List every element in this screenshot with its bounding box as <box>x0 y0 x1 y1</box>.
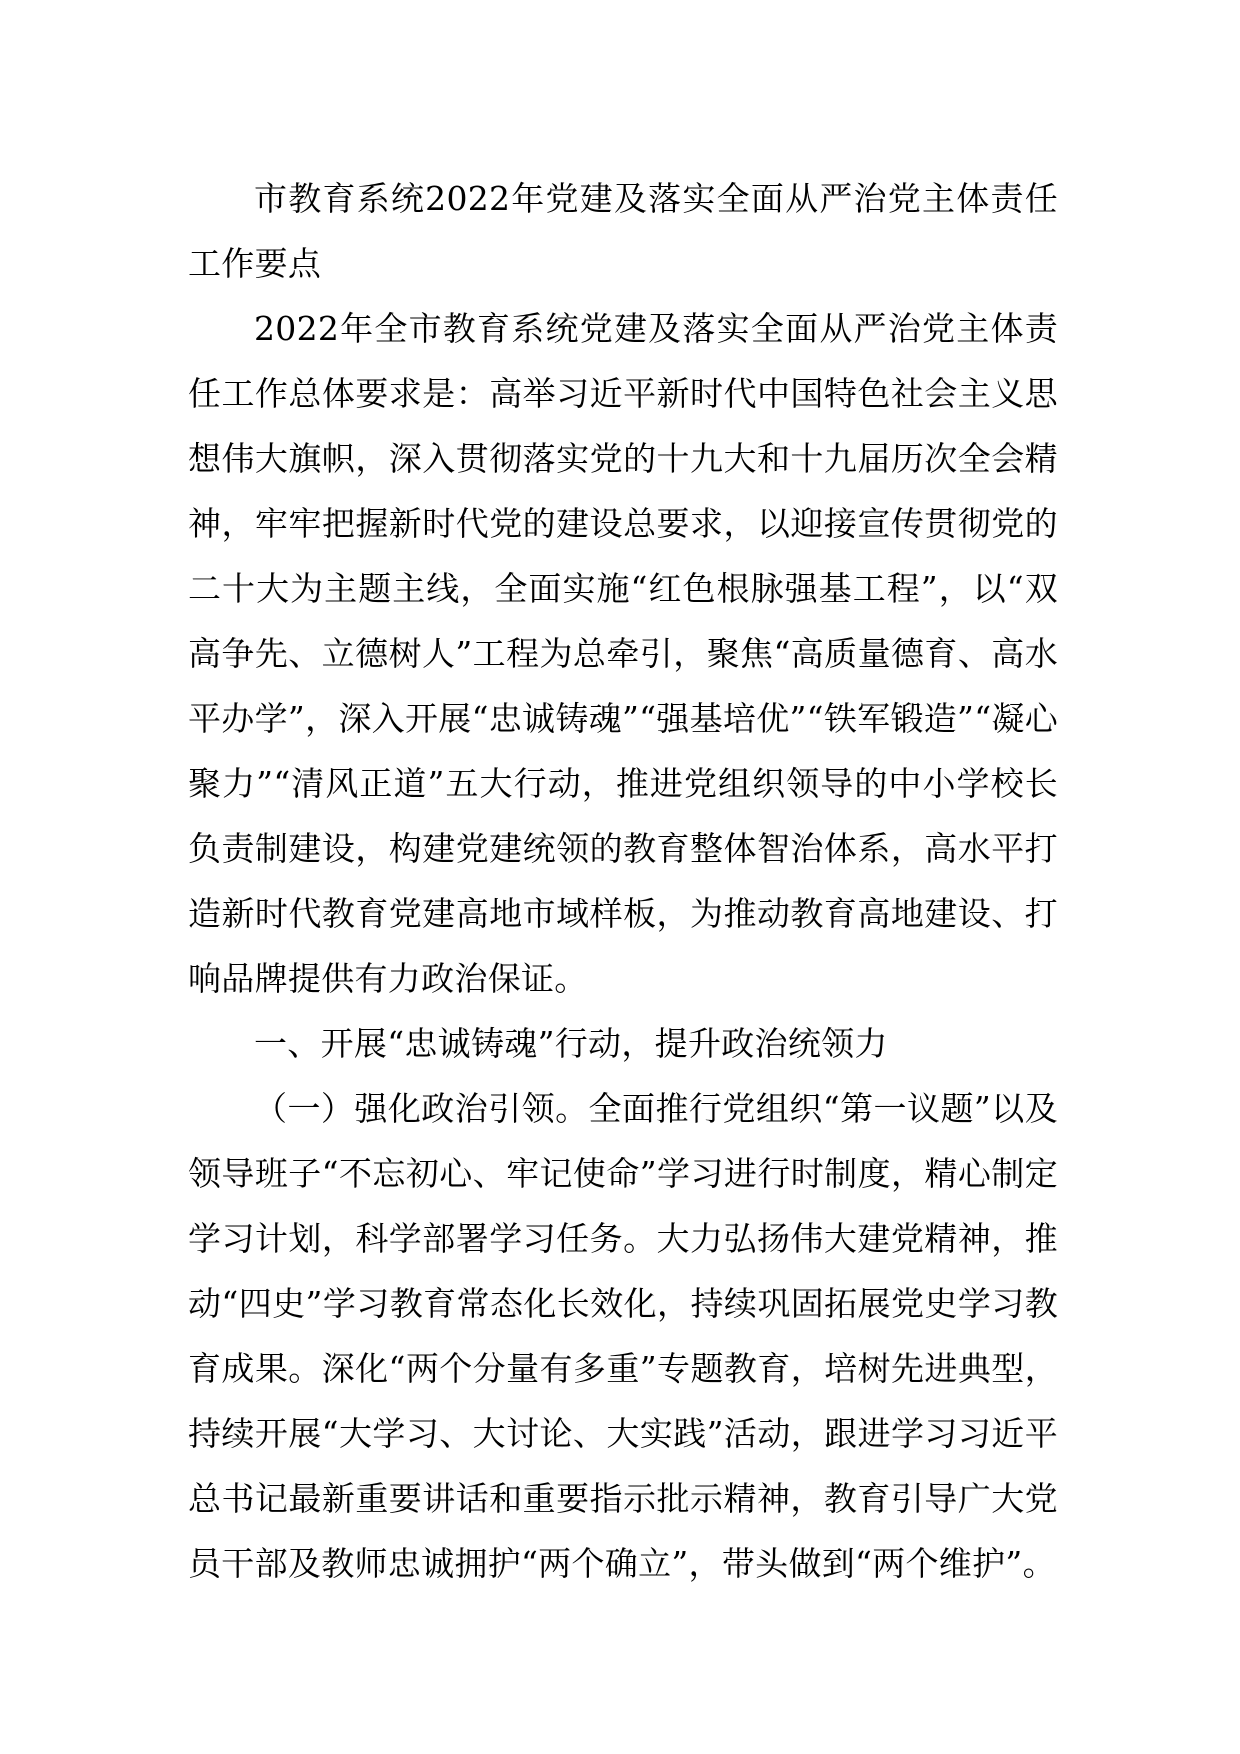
section-heading-1: 一、开展“忠诚铸魂”行动，提升政治统领力 <box>254 1024 888 1063</box>
paragraph-general-requirements: 2022年全市教育系统党建及落实全面从严治党主体责任工作总体要求是：高举习近平新时代中国特色社会主义思想伟大旗帜，深入贯彻落实党的十九大和十九届历次全会精神，牢牢把握新时代党的建设总要求，以迎接宣传贯彻党的二十大为主题主线，全面实施“红色根脉强基工程”，以“双高争先、立德树人”工程为总牵引，聚焦“高质量德育、高水平办学”，深入开展“忠诚铸魂”“强基培优”“铁军锻造”“凝心聚力”“清风正道”五大行动，推进党组织领导的中小学校长负责制建设，构建党建统领的教育整体智治体系，高水平打造新时代教育党建高地市域样板，为推动教育高地建设、打响品牌提供有力政治保证。 <box>188 309 1058 998</box>
document-body <box>188 166 1058 1596</box>
paragraph-political-guidance: （一）强化政治引领。全面推行党组织“第一议题”以及领导班子“不忘初心、牢记使命”学习进行时制度，精心制定学习计划，科学部署学习任务。大力弘扬伟大建党精神，推动“四史”学习教育常态化长效化，持续巩固拓展党史学习教育成果。深化“两个分量有多重”专题教育，培树先进典型，持续开展“大学习、大讨论、大实践”活动，跟进学习习近平总书记最新重要讲话和重要指示批示精神，教育引导广大党员干部及教师忠诚拥护“两个确立”，带头做到“两个维护”。 <box>188 1089 1058 1583</box>
document-title: 市教育系统2022年党建及落实全面从严治党主体责任工作要点 <box>188 179 1058 283</box>
